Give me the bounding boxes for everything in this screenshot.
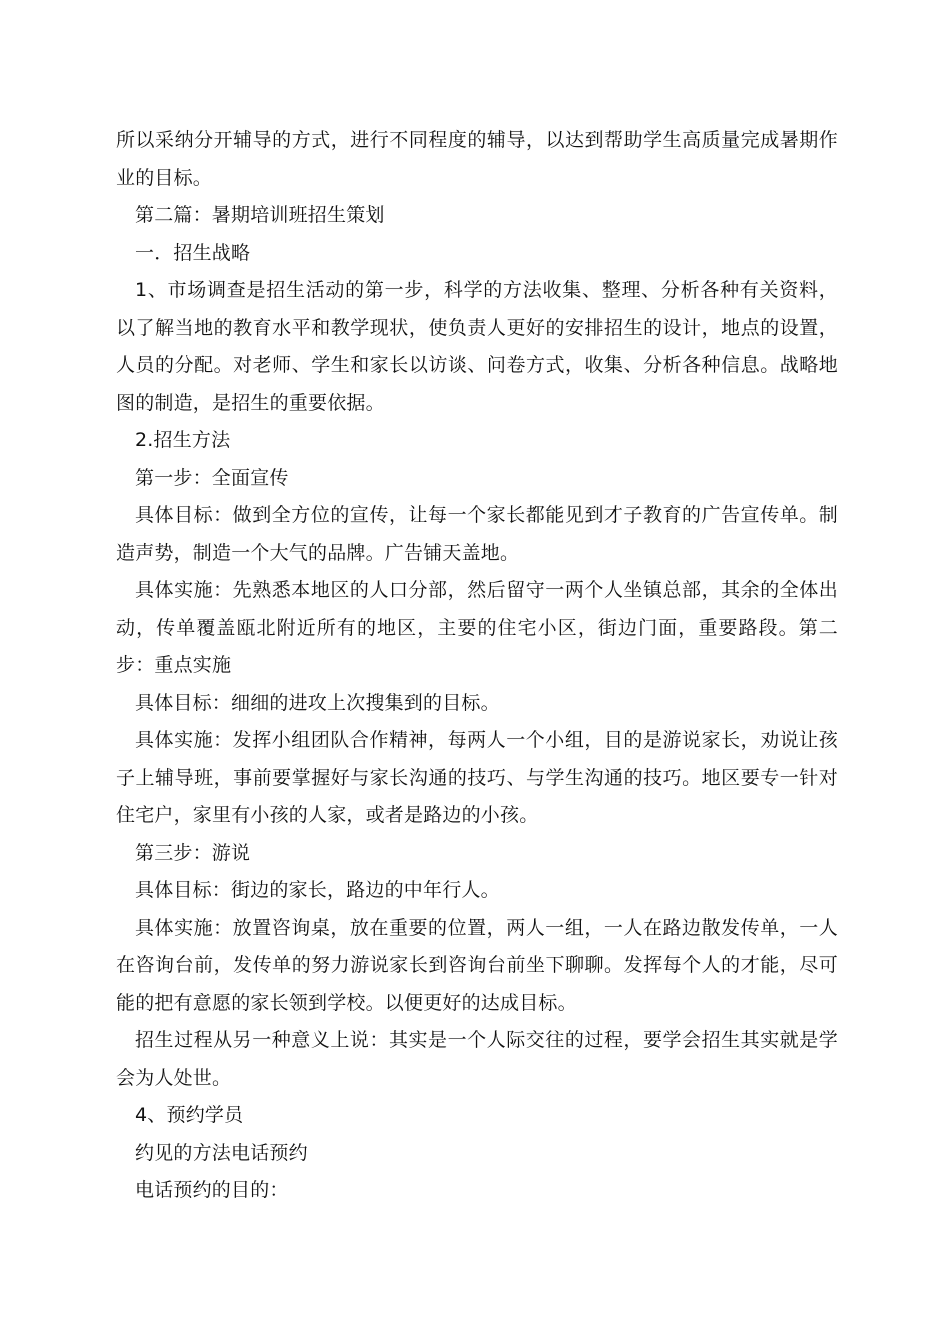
paragraph-continuation: 所以采纳分开辅导的方式，进行不同程度的辅导，以达到帮助学生高质量完成暑期作业的目标。 xyxy=(116,129,838,189)
heading-recruitment-methods: 2.招生方法 xyxy=(135,429,231,451)
document-body xyxy=(116,122,838,1210)
paragraph-market-research: 1、市场调查是招生活动的第一步，科学的方法收集、整理、分析各种有关资料，以了解当地的教育水平和教学现状，使负责人更好的安排招生的设计，地点的设置，人员的分配。对老师、学生和家长以访谈、问卷方式，收集、分析各种信息。战略地图的制造，是招生的重要依据。 xyxy=(116,279,838,414)
step-three-heading: 第三步：游说 xyxy=(135,841,251,864)
heading-book-students: 4、预约学员 xyxy=(135,1104,244,1126)
paragraph-recruitment-process: 招生过程从另一种意义上说：其实是一个人际交往的过程，要学会招生其实就是学会为人处世。 xyxy=(116,1029,838,1089)
step-two-implementation: 具体实施：发挥小组团队合作精神，每两人一个小组，目的是游说家长，劝说让孩子上辅导班，事前要掌握好与家长沟通的技巧、与学生沟通的技巧。地区要专一针对住宅户，家里有小孩的人家，或者是路边的小孩。 xyxy=(116,729,838,826)
heading-recruitment-strategy: 一．招生战略 xyxy=(135,241,251,264)
step-one-goal: 具体目标：做到全方位的宣传，让每一个家长都能见到才子教育的广告宣传单。制造声势，制造一个大气的品牌。广告铺天盖地。 xyxy=(116,504,838,564)
step-three-goal: 具体目标：街边的家长，路边的中年行人。 xyxy=(135,879,500,901)
step-one-implementation: 具体实施：先熟悉本地区的人口分部，然后留守一两个人坐镇总部，其余的全体出动，传单覆盖瓯北附近所有的地区，主要的住宅小区，街边门面，重要路段。第二步：重点实施 xyxy=(116,579,838,676)
step-one-heading: 第一步：全面宣传 xyxy=(135,466,289,489)
paragraph-phone-purpose: 电话预约的目的： xyxy=(135,1179,289,1201)
step-three-implementation: 具体实施：放置咨询桌，放在重要的位置，两人一组，一人在路边散发传单，一人在咨询台前，发传单的努力游说家长到咨询台前坐下聊聊。发挥每个人的才能，尽可能的把有意愿的家长领到学校。以便更好的达成目标。 xyxy=(116,916,838,1014)
paragraph-meeting-method: 约见的方法电话预约 xyxy=(135,1141,308,1164)
section-heading-part-two: 第二篇：暑期培训班招生策划 xyxy=(135,204,385,226)
step-two-goal: 具体目标：细细的进攻上次搜集到的目标。 xyxy=(135,691,500,714)
